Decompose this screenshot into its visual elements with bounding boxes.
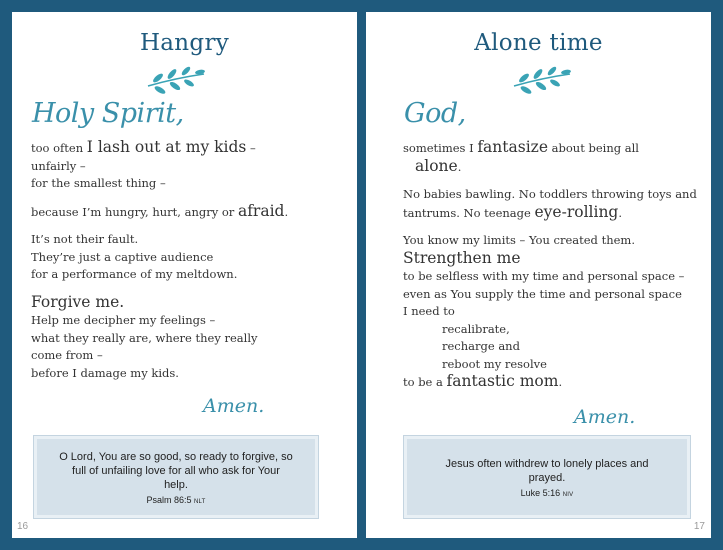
prayer-line (31, 158, 351, 176)
line-text: No babies bawling. No toddlers throwing toys and (403, 187, 697, 201)
stanza-gap (31, 193, 351, 203)
scripture-text: Jesus often withdrew to lonely places and prayed. (445, 457, 649, 484)
prayer-line (31, 330, 351, 348)
prayer-line (403, 204, 703, 223)
line-text: recharge and (442, 339, 520, 353)
line-text: to be selfless with my time and personal space – (403, 269, 685, 283)
prayer-line (31, 203, 351, 222)
amen-closing: Amen. (203, 395, 265, 417)
right-page (366, 12, 711, 538)
line-text: It’s not their fault. (31, 232, 139, 246)
prayer-line (31, 139, 351, 158)
reference-text: Psalm 86:5 (146, 494, 192, 505)
line-text: recalibrate, (442, 321, 510, 336)
line-text: unfairly – (31, 158, 86, 173)
prayer-line (31, 365, 351, 383)
bible-version: NIV (562, 491, 574, 498)
emphasis-phrase: fantasize (477, 138, 548, 156)
prayer-line (403, 139, 703, 158)
line-text: You know my limits – You created them. (403, 233, 635, 247)
line-text: for the smallest thing – (31, 176, 166, 190)
line-text: – (246, 141, 256, 155)
line-text: sometimes I (403, 141, 478, 155)
line-text: Help me decipher my feelings – (31, 313, 216, 327)
line-text: . (558, 375, 563, 389)
line-text: come from – (31, 348, 103, 362)
salutation: Holy Spirit, (32, 98, 184, 129)
line-text: reboot my resolve (442, 356, 547, 371)
emphasis-phrase: I lash out at my kids (86, 138, 247, 156)
prayer-line (403, 286, 703, 304)
emphasis-phrase: eye-rolling (534, 202, 619, 221)
line-text: . (618, 205, 623, 220)
prayer-line (403, 338, 703, 356)
prayer-line (403, 232, 703, 250)
prayer-line (403, 268, 703, 286)
stanza-gap (403, 222, 703, 232)
prayer-line (31, 294, 351, 313)
prayer-line (31, 231, 351, 249)
line-text: I need to (403, 304, 455, 318)
prayer-line (31, 175, 351, 193)
leaf-sprig-icon (144, 64, 208, 96)
left-page (12, 12, 357, 538)
prayer-line (31, 312, 351, 330)
page-title: Hangry (139, 30, 230, 56)
scripture-text: O Lord, You are so good, so ready to forgive, so full of unfailing love for all who ask for Your help. (59, 450, 293, 491)
prayer-line (403, 356, 703, 374)
prayer-line (403, 303, 703, 321)
line-text: about being all (548, 141, 639, 155)
prayer-line (403, 158, 703, 177)
prayer-line (31, 249, 351, 267)
reference-text: Luke 5:16 (520, 487, 561, 498)
scripture-reference (146, 495, 205, 505)
scripture-box (34, 436, 318, 518)
emphasis-phrase: alone (415, 156, 458, 175)
line-text: even as You supply the time and personal space (403, 286, 682, 301)
line-text: . (284, 204, 289, 219)
emphasis-phrase: fantastic mom (446, 372, 559, 390)
prayer-body (31, 139, 351, 382)
emphasis-phrase: afraid (237, 201, 285, 220)
emphasis-phrase: Strengthen me (403, 248, 521, 267)
prayer-body (403, 139, 703, 392)
line-text: for a performance of my meltdown. (31, 267, 238, 281)
prayer-line (403, 250, 703, 269)
scripture-reference (521, 488, 574, 498)
line-text: tantrums. No teenage (403, 205, 535, 220)
line-text: to be a (403, 375, 447, 389)
stanza-gap (403, 176, 703, 186)
prayer-line (31, 266, 351, 284)
line-text: too often (31, 141, 87, 155)
page-number: 16 (17, 521, 29, 532)
page-number: 17 (693, 521, 705, 532)
line-text: They’re just a captive audience (31, 249, 214, 264)
amen-closing: Amen. (574, 406, 636, 428)
line-text: what they really are, where they really (31, 330, 258, 345)
prayer-line (403, 321, 703, 339)
prayer-line (403, 373, 703, 392)
line-text: before I damage my kids. (31, 365, 179, 380)
salutation: God, (404, 98, 466, 129)
line-text: because I’m hungry, hurt, angry or (31, 204, 238, 219)
prayer-line (31, 347, 351, 365)
stanza-gap (31, 221, 351, 231)
bible-version: NLT (194, 498, 206, 505)
line-text: . (457, 159, 462, 174)
page-title: Alone time (474, 30, 603, 56)
leaf-sprig-icon (510, 64, 574, 96)
scripture-box (404, 436, 690, 518)
prayer-line (403, 186, 703, 204)
emphasis-phrase: Forgive me. (31, 292, 125, 311)
